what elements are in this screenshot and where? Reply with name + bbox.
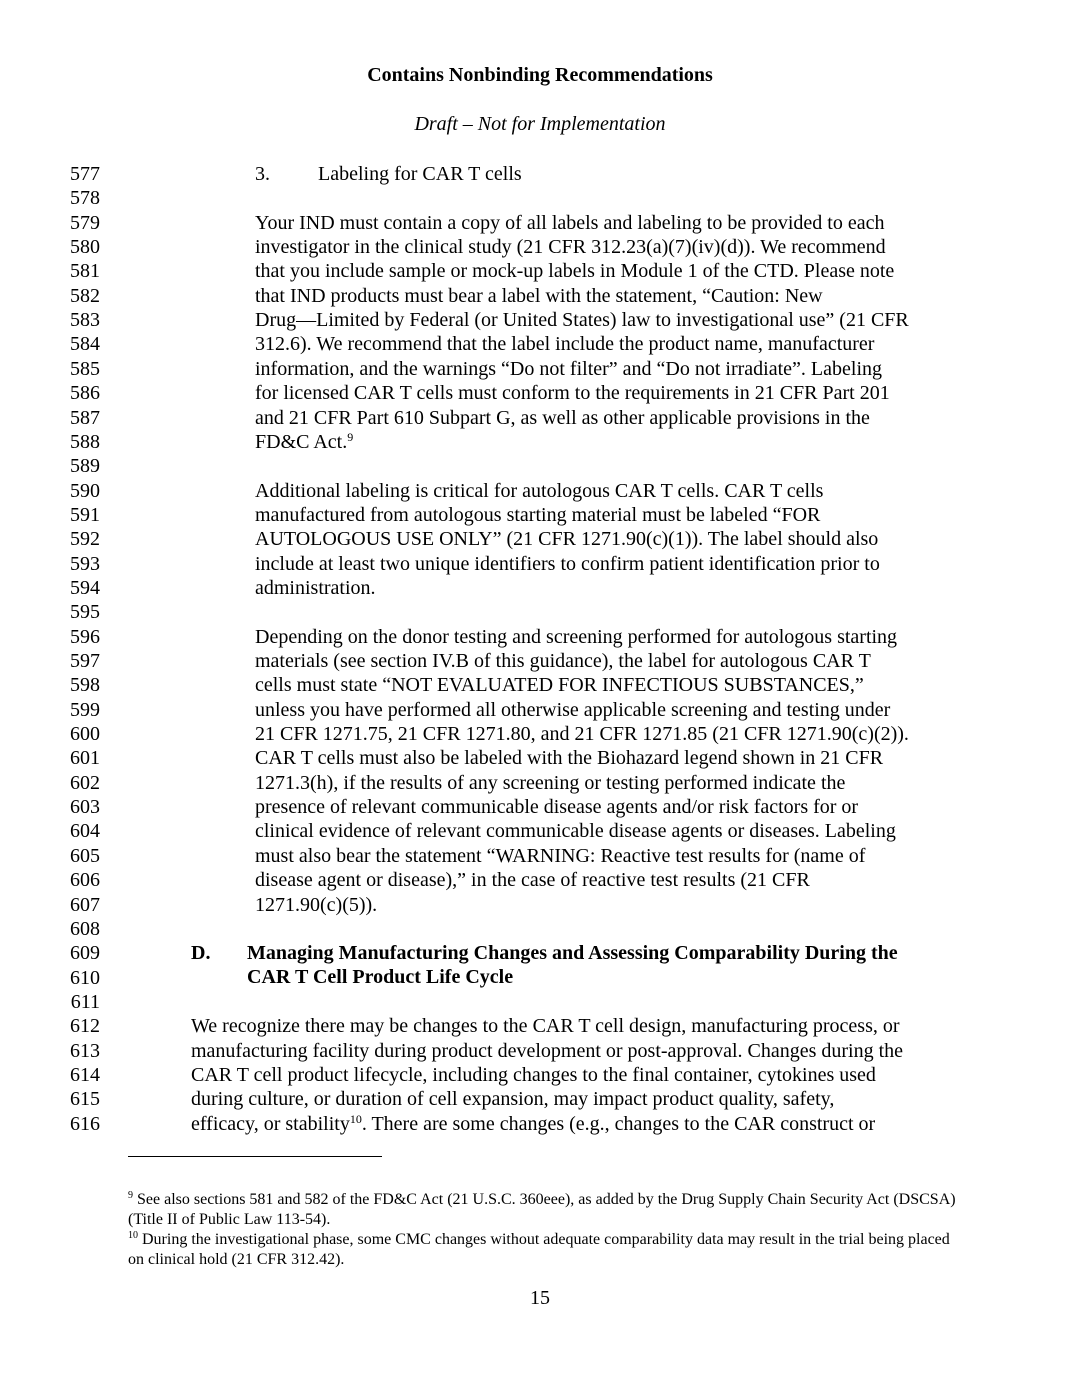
line-text [191,1112,875,1136]
line-number: 588 [70,430,100,453]
line-number: 606 [70,869,100,892]
line-number: 602 [70,771,100,794]
footnote-text: See also sections 581 and 582 of the FD&C Act (21 U.S.C. 360eee), as added by the Drug Supply Chain Security Act (DSCSA) (Title II of Public Law 113-54). [128,1191,956,1228]
line-600 [0,722,1080,746]
footnote-mark: 10 [128,1230,138,1241]
line-number: 601 [70,747,100,770]
line-text-main: 1271.3(h), if the results of any screening or testing performed indicate the [255,771,846,794]
line-595 [0,600,1080,624]
line-text-main: efficacy, or stability [191,1112,350,1135]
line-number: 593 [70,552,100,575]
line-text-main: presence of relevant communicable disease agents and/or risk factors for or [255,796,859,819]
line-text-main: 21 CFR 1271.75, 21 CFR 1271.80, and 21 CFR 1271.85 (21 CFR 1271.90(c)(2)). [255,723,909,746]
line-616 [0,1112,1080,1136]
line-text-main: and 21 CFR Part 610 Subpart G, as well as other applicable provisions in the [255,406,870,429]
line-number: 597 [70,650,100,672]
line-603 [0,795,1080,819]
line-591 [0,503,1080,527]
line-text [255,819,896,843]
line-text-main: unless you have performed all otherwise applicable screening and testing under [255,698,891,721]
line-text-main: FD&C Act. [255,430,348,453]
footnote-mark: 9 [128,1190,133,1201]
line-number: 610 [70,966,100,989]
line-text-main: Depending on the donor testing and screening performed for autologous starting [255,625,898,648]
line-number: 589 [70,455,100,478]
footnote-text: During the investigational phase, some CMC changes without adequate comparability data may result in the trial being placed on clinical hold (21 CFR 312.42). [128,1231,950,1268]
section-3-number: 3. [255,163,270,185]
line-text [255,527,878,551]
line-number: 581 [70,260,100,283]
line-text-main: that IND products must bear a label with the statement, “Caution: New [255,284,823,307]
line-number: 582 [70,284,100,307]
line-605 [0,844,1080,868]
line-589 [0,454,1080,478]
line-601 [0,746,1080,770]
page-number: 15 [530,1287,550,1309]
line-579 [0,211,1080,235]
line-text [255,211,884,235]
line-text-main: must also bear the statement “WARNING: Reactive test results for (name of [255,844,866,867]
line-text [255,576,376,600]
line-number: 592 [70,528,100,551]
line-text [255,625,897,649]
line-number: 596 [70,625,100,648]
line-text [255,430,353,454]
line-text [255,308,909,332]
line-text-main: CAR T cell product lifecycle, including changes to the final container, cytokines used [191,1063,876,1086]
line-number: 595 [70,601,100,624]
line-588 [0,430,1080,454]
line-text-main: We recognize there may be changes to the CAR T cell design, manufacturing process, or [191,1015,900,1038]
line-608 [0,917,1080,941]
line-number: 603 [70,796,100,819]
line-text-main: for licensed CAR T cells must conform to the requirements in 21 CFR Part 201 [255,382,890,405]
line-text-main: clinical evidence of relevant communicable disease agents or diseases. Labeling [255,820,896,843]
line-number: 585 [70,357,100,380]
line-583 [0,308,1080,332]
line-612 [0,1014,1080,1038]
line-text-main: Your IND must contain a copy of all labels and labeling to be provided to each [255,211,885,234]
line-text-main: information, and the warnings “Do not filter” and “Do not irradiate”. Labeling [255,357,883,380]
line-580 [0,235,1080,259]
line-599 [0,698,1080,722]
line-number: 583 [70,309,100,332]
line-text [255,479,823,503]
line-number: 578 [70,187,100,210]
line-611 [0,990,1080,1014]
section-d-title-line1: Managing Manufacturing Changes and Assessing Comparability During the [247,942,898,964]
line-607 [0,893,1080,917]
line-text-main: Drug—Limited by Federal (or United States) law to investigational use” (21 CFR [255,309,909,332]
line-text [191,1087,834,1111]
line-text-main: that you include sample or mock-up labels in Module 1 of the CTD. Please note [255,260,895,283]
line-614 [0,1063,1080,1087]
line-text [255,649,871,673]
line-577 [0,162,1080,186]
line-number: 599 [70,698,100,721]
line-585 [0,357,1080,381]
line-text [255,844,865,868]
footnote-9 [128,1190,958,1230]
line-text [255,284,823,308]
line-text [255,868,810,892]
line-number: 586 [70,382,100,405]
line-number: 587 [70,406,100,429]
footnote-reference: 10 [349,1111,362,1126]
line-text-main: during culture, or duration of cell expansion, may impact product quality, safety, [191,1088,835,1111]
page-header-draft-notice: Draft – Not for Implementation [414,113,666,135]
section-d-title-line2: CAR T Cell Product Life Cycle [247,966,514,988]
line-text-main: materials (see section IV.B of this guidance), the label for autologous CAR T [255,650,871,672]
line-586 [0,381,1080,405]
line-number: 579 [70,211,100,234]
line-number: 611 [70,990,100,1013]
line-text-main: 1271.90(c)(5)). [255,893,378,916]
line-number: 609 [70,942,100,965]
line-text-main: AUTOLOGOUS USE ONLY” (21 CFR 1271.90(c)(1)). The label should also [255,528,879,551]
line-text [191,1039,903,1063]
line-text [255,381,890,405]
line-number: 607 [70,893,100,916]
line-number: 594 [70,576,100,599]
line-text [191,1014,900,1038]
line-596 [0,625,1080,649]
line-text [255,552,880,576]
line-text-main: 312.6). We recommend that the label include the product name, manufacturer [255,333,875,356]
line-584 [0,332,1080,356]
line-number: 615 [70,1088,100,1111]
line-text-main: Additional labeling is critical for autologous CAR T cells. CAR T cells [255,479,824,502]
line-613 [0,1039,1080,1063]
line-number: 591 [70,503,100,526]
line-581 [0,259,1080,283]
line-text-main: disease agent or disease),” in the case of reactive test results (21 CFR [255,869,810,892]
line-610 [0,966,1080,990]
line-number: 614 [70,1063,100,1086]
line-590 [0,479,1080,503]
line-text [255,673,864,697]
line-594 [0,576,1080,600]
line-587 [0,406,1080,430]
line-592 [0,527,1080,551]
line-number: 608 [70,917,100,940]
line-text [255,357,882,381]
line-text [255,406,870,430]
line-number: 605 [70,844,100,867]
line-598 [0,673,1080,697]
page-header-title: Contains Nonbinding Recommendations [367,64,713,86]
footnote-separator [128,1156,382,1157]
line-number: 590 [70,479,100,502]
line-615 [0,1087,1080,1111]
footnote-reference: 9 [347,429,354,444]
line-number: 577 [70,163,100,185]
line-604 [0,819,1080,843]
footnote-10 [128,1230,958,1270]
line-text-main: cells must state “NOT EVALUATED FOR INFECTIOUS SUBSTANCES,” [255,674,864,697]
line-text [255,771,845,795]
line-text [255,259,894,283]
line-text [255,698,890,722]
line-text-main: administration. [255,576,376,599]
line-text-main: CAR T cells must also be labeled with the Biohazard legend shown in 21 CFR [255,747,884,770]
section-3-title: Labeling for CAR T cells [318,163,522,185]
section-d-letter: D. [191,942,211,964]
line-number: 584 [70,333,100,356]
line-text [255,795,858,819]
line-number: 604 [70,820,100,843]
line-number: 613 [70,1039,100,1062]
line-582 [0,284,1080,308]
line-text [255,503,820,527]
line-text [255,746,883,770]
line-text [191,1063,876,1087]
line-593 [0,552,1080,576]
line-597 [0,649,1080,673]
line-text-main: include at least two unique identifiers to confirm patient identification prior to [255,552,880,575]
line-578 [0,186,1080,210]
line-number: 580 [70,236,100,259]
line-text-main: manufactured from autologous starting material must be labeled “FOR [255,503,821,526]
line-602 [0,771,1080,795]
line-text-main: investigator in the clinical study (21 CFR 312.23(a)(7)(iv)(d)). We recommend [255,236,886,259]
line-text [255,722,909,746]
line-number: 600 [70,723,100,746]
line-number: 612 [70,1015,100,1038]
line-text-continued: . There are some changes (e.g., changes to the CAR construct or [361,1112,876,1135]
line-number: 598 [70,674,100,697]
line-text [255,332,874,356]
line-text [255,235,886,259]
line-text-main: manufacturing facility during product development or post-approval. Changes during the [191,1039,904,1062]
line-606 [0,868,1080,892]
line-text [255,893,377,917]
line-number: 616 [70,1112,100,1135]
